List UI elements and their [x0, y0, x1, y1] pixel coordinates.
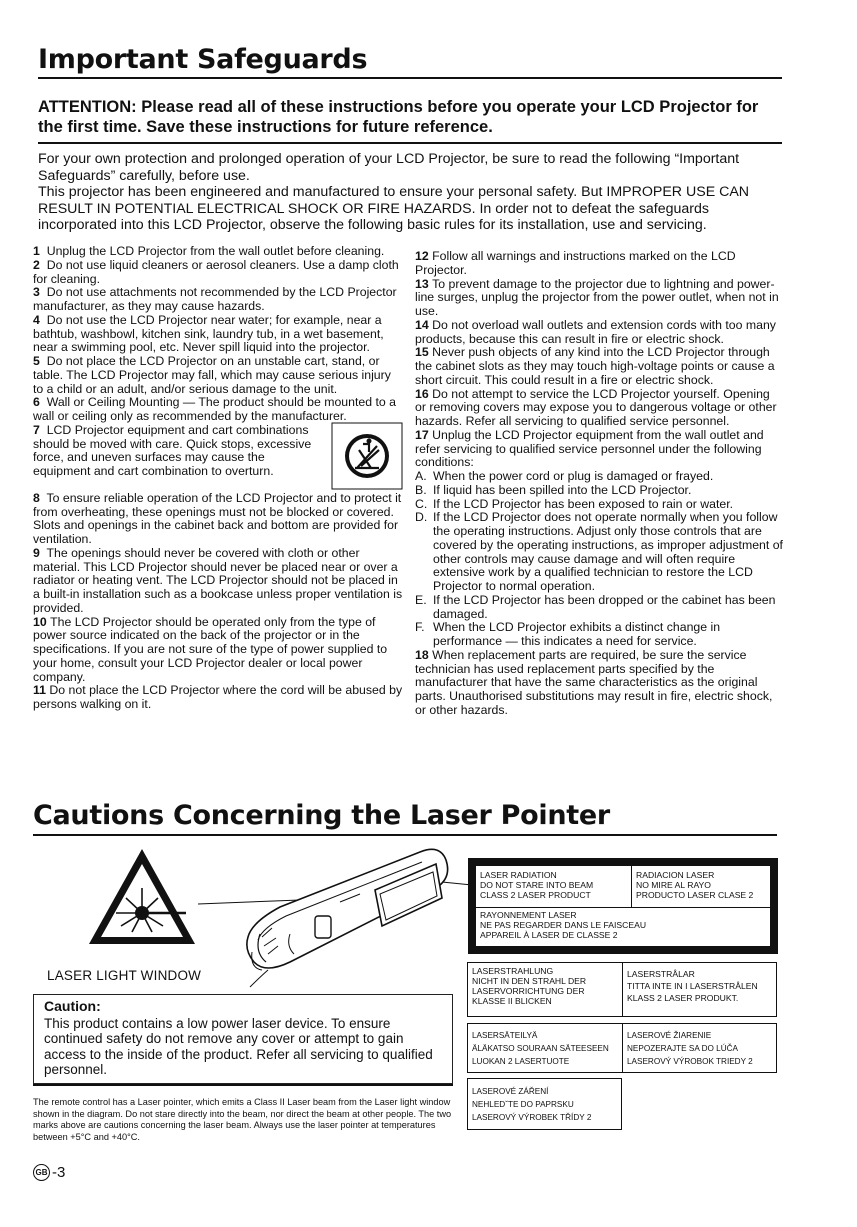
label-cz: LASEROVÉ ZÁŘENÍ NEHLEDˇTE DO PAPRSKU LASEROVÝ VÝROBEK TŘÍDY 2 — [472, 1087, 592, 1122]
safeguard-item: 13 To prevent damage to the projector due to lightning and power-line surges, unplug the projector from the power outlet, when not in use. — [415, 276, 779, 318]
intro-text — [38, 151, 778, 234]
intro-paragraph: For your own protection and prolonged operation of your LCD Projector, be sure to read the following “Important Safeguards” carefully, before use. — [38, 151, 740, 184]
condition-item: D. If the LCD Projector does not operate normally when you follow the operating instructions. Adjust only those controls that are covered by the operating instructions, as improper adjustment of other controls may cause damage and will often require extensive work by a qualified technician to restore the LCD Projector to normal operation. — [415, 510, 783, 593]
safeguard-item: 16 Do not attempt to service the LCD Projector yourself. Opening or removing covers may expose you to dangerous voltage or other hazards. Refer all servicing to qualified service personnel. — [415, 386, 777, 428]
label-sk: LASEROVÉ ŽIARENIE NEPOZERAJTE SA DO LÚČA LASEROVÝ VÝROBOK TRIEDY 2 — [627, 1031, 753, 1066]
caution-title: Caution: — [44, 998, 101, 1014]
laser-label-de-sv — [467, 962, 777, 1017]
caution-box — [33, 994, 453, 1084]
caution-text: This product contains a low power laser device. To ensure continued safety do not remove any cover or attempt to gain access to the inside of the product. Refer all servicing to qualified personnel. — [44, 1015, 433, 1077]
safeguard-item: 1 Unplug the LCD Projector from the wall outlet before cleaning. — [33, 244, 385, 258]
laser-label-fi-sk — [467, 1023, 777, 1073]
safeguard-item: 14 Do not overload wall outlets and extension cords with too many products, because this can result in fire or electric shock. — [415, 317, 776, 346]
condition-item: C. If the LCD Projector has been exposed to rain or water. — [415, 496, 734, 511]
safeguard-item: 12 Follow all warnings and instructions marked on the LCD Projector. — [415, 249, 736, 277]
label-fr: RAYONNEMENT LASER NE PAS REGARDER DANS LE FAISCEAU APPAREIL À LASER DE CLASSE 2 — [480, 910, 647, 940]
page-number — [33, 1164, 65, 1181]
safeguard-item: 5 Do not place the LCD Projector on an unstable cart, stand, or table. The LCD Projector may fall, which may cause serious injury to a child or an adult, and/or serious damage to the unit. — [33, 354, 391, 396]
label-es: RADIACION LASER NO MIRE AL RAYO PRODUCTO LASER CLASE 2 — [636, 870, 754, 900]
condition-item: E. If the LCD Projector has been dropped or the cabinet has been damaged. — [415, 592, 776, 621]
safeguard-item: 2 Do not use liquid cleaners or aerosol cleaners. Use a damp cloth for cleaning. — [33, 257, 399, 286]
attention-rule — [38, 142, 782, 144]
left-column — [33, 245, 403, 712]
cart-warning-icon — [331, 422, 403, 490]
page-number-text: -3 — [52, 1164, 66, 1181]
laser-label-cz — [467, 1078, 622, 1130]
laser-label-main — [468, 858, 778, 954]
label-en: LASER RADIATION DO NOT STARE INTO BEAM CLASS 2 LASER PRODUCT — [480, 870, 594, 900]
safeguard-item: 17 Unplug the LCD Projector equipment from the wall outlet and refer servicing to qualified service personnel under the following conditions: — [415, 427, 764, 470]
laser-light-window-label: LASER LIGHT WINDOW — [47, 968, 202, 983]
safeguard-item: 18 When replacement parts are required, be sure the service technician has used replacement parts specified by the manufacturer that have the same characteristics as the original parts. Unauthorised substitutions may result in fire, electric shock, or other hazards. — [415, 647, 773, 717]
caution-box-shadow — [33, 1084, 453, 1086]
title-rule — [38, 77, 782, 79]
laser-title-rule — [33, 834, 777, 836]
gb-badge-icon: GB — [33, 1164, 50, 1181]
safeguard-item: 11 Do not place the LCD Projector where the cord will be abused by persons walking on it. — [33, 683, 403, 711]
label-de: LASERSTRAHLUNG NICHT IN DEN STRAHL DER LASERVORRICHTUNG DER KLASSE II BLICKEN — [472, 966, 587, 1006]
condition-item: F. When the LCD Projector exhibits a distinct change in performance — this indicates a need for service. — [415, 620, 721, 648]
intro-paragraph: This projector has been engineered and manufactured to ensure your personal safety. But IMPROPER USE CAN RESULT IN POTENTIAL ELECTRICAL SHOCK OR FIRE HAZARDS. In order not to defeat the safeguards incorporated into this LCD Projector, observe the following basic rules for its installation, use and servicing. — [38, 184, 750, 233]
safeguard-item: 10 The LCD Projector should be operated only from the type of power source indicated on the back of the projector or in the specifications. If you are not sure of the type of power supplied to your home, consult your LCD Projector dealer or local power company. — [33, 614, 388, 684]
safeguard-item: 8 To ensure reliable operation of the LCD Projector and to protect it from overheating, these openings must not be blocked or covered. Slots and openings in the cabinet back and bottom are provided for ventilation. — [33, 490, 402, 546]
label-sv: LASERSTRÅLAR TITTA INTE IN I LASERSTRÅLEN KLASS 2 LASER PRODUKT. — [627, 969, 758, 1003]
remote-laser-note: The remote control has a Laser pointer, which emits a Class II Laser beam from the Laser light window shown in the diagram. Do not stare directly into the beam, nor direct the beam at other people. The two marks above are cautions concerning the laser beam. Always use the laser pointer at temperatures between +5°C and +40°C. — [33, 1097, 452, 1142]
label-fi: LASERSÄTEILYÄ ÄLÄKATSO SOURAAN SÄTEESEEN LUOKAN 2 LASERTUOTE — [472, 1031, 609, 1066]
attention-heading: ATTENTION: Please read all of these instructions before you operate your LCD Projector for the first time. Save these instructions for future reference. — [38, 98, 759, 136]
safeguard-item: 9 The openings should never be covered with cloth or other material. This LCD Projector should never be placed near or over a radiator or heating vent. The LCD Projector should not be placed in a built-in installation such as a bookcase unless proper ventilation is provided. — [33, 545, 403, 615]
condition-item: A. When the power cord or plug is damaged or frayed. — [415, 469, 714, 483]
page-title: Important Safeguards — [38, 44, 368, 75]
laser-hazard-icon — [86, 846, 198, 948]
remote-control-illustration — [190, 842, 475, 990]
right-column — [415, 250, 783, 718]
laser-section-title: Cautions Concerning the Laser Pointer — [33, 800, 610, 831]
safeguard-item: 15 Never push objects of any kind into the LCD Projector through the cabinet slots as they may touch high-voltage points or cause a short circuit. This could result in a fire or electric shock. — [415, 345, 775, 387]
safeguard-item: 6 Wall or Ceiling Mounting — The product should be mounted to a wall or ceiling only as recommended by the manufacturer. — [33, 395, 396, 423]
condition-item: B. If liquid has been spilled into the LCD Projector. — [415, 482, 692, 497]
safeguard-item: 3 Do not use attachments not recommended by the LCD Projector manufacturer, as they may cause hazards. — [33, 285, 397, 313]
safeguard-item: 7 LCD Projector equipment and cart combinations should be moved with care. Quick stops, excessive force, and uneven surfaces may cause the equipment and cart combination to overturn. — [33, 424, 403, 479]
safeguard-item: 4 Do not use the LCD Projector near water; for example, near a bathtub, washbowl, kitchen sink, laundry tub, in a wet basement, near a swimming pool, etc. Never spill liquid into the projector. — [33, 312, 384, 355]
